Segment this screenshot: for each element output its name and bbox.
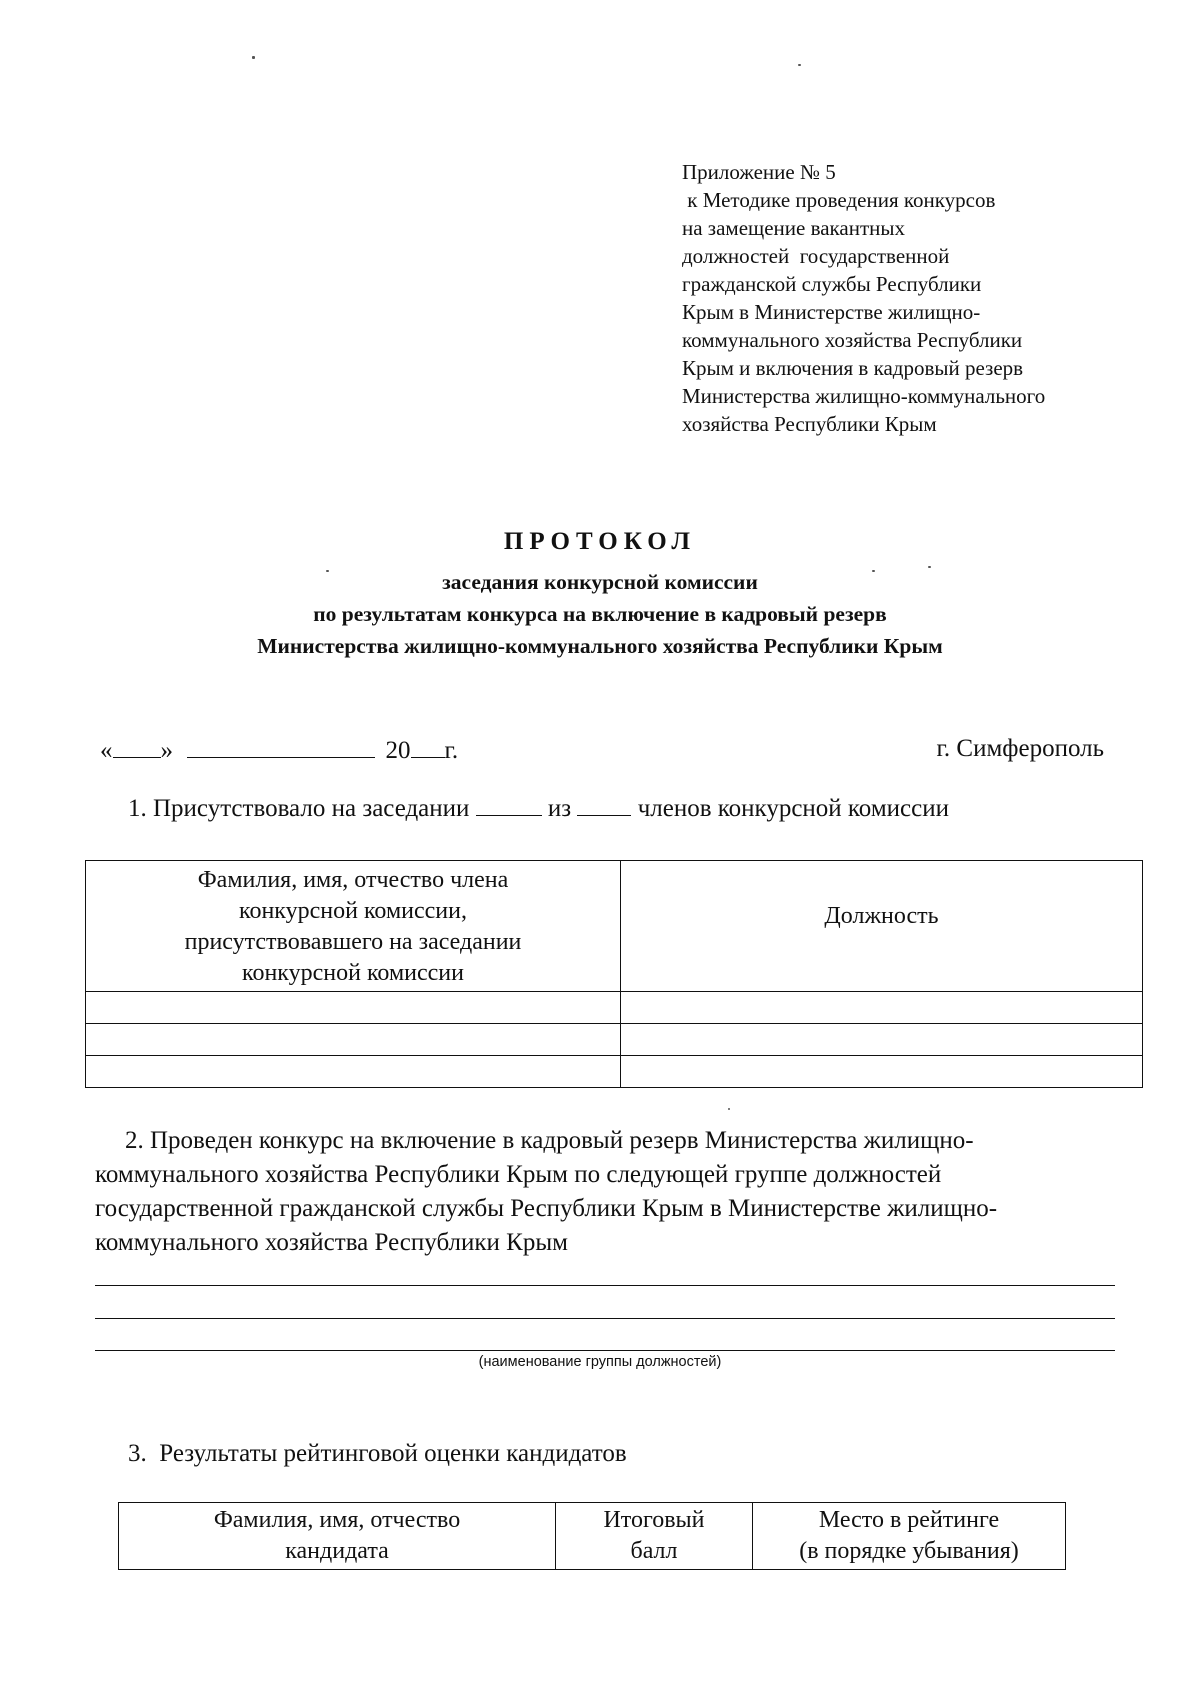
title-line: по результатам конкурса на включение в кадровый резерв <box>313 602 887 626</box>
title-line: Министерства жилищно-коммунального хозяйства Республики Крым <box>257 634 943 658</box>
header-line: Итоговый <box>603 1507 705 1533</box>
scan-speck <box>252 56 255 59</box>
section-2-line: государственной гражданской службы Республики Крым в Министерстве жилищно- <box>95 1195 998 1222</box>
position-header: Должность <box>621 861 1143 992</box>
table-header-row <box>119 1503 1066 1570</box>
appendix-line: на замещение вакантных <box>682 216 906 240</box>
fill-line[interactable] <box>95 1350 1115 1351</box>
section-2-line: коммунального хозяйства Республики Крым по следующей группе должностей <box>95 1161 942 1188</box>
rating-table <box>118 1502 1066 1570</box>
table-cell[interactable] <box>621 1024 1143 1056</box>
header-line: Фамилия, имя, отчество <box>213 1507 461 1533</box>
header-line: Место в рейтинге <box>818 1507 1000 1533</box>
section-1-text-a: 1. Присутствовало на заседании <box>128 795 470 822</box>
members-table <box>85 860 1143 1088</box>
city-label: г. Симферополь <box>936 735 1104 762</box>
section-2-text <box>95 1124 1145 1260</box>
fill-line[interactable] <box>95 1285 1115 1286</box>
appendix-line: Крым и включения в кадровый резерв <box>682 356 1024 380</box>
header-line: Фамилия, имя, отчество члена <box>197 867 509 893</box>
scan-speck <box>728 1108 730 1110</box>
day-blank <box>113 735 161 758</box>
appendix-line: к Методике проведения конкурсов <box>682 188 996 212</box>
total-count-blank <box>577 793 631 816</box>
appendix-line: Приложение № 5 <box>682 160 836 184</box>
table-header-row <box>86 861 1143 992</box>
document-title: ПРОТОКОЛ <box>503 528 697 555</box>
table-row <box>86 1056 1143 1088</box>
date-field <box>100 735 458 765</box>
section-1-text <box>128 793 949 823</box>
section-2-line: коммунального хозяйства Республики Крым <box>95 1229 568 1256</box>
table-row <box>86 1024 1143 1056</box>
table-cell[interactable] <box>86 1056 621 1088</box>
appendix-block <box>682 158 1122 438</box>
section-1-text-c: членов конкурсной комиссии <box>637 795 949 822</box>
member-name-header <box>86 861 621 992</box>
year-blank <box>411 735 445 758</box>
table-cell[interactable] <box>621 1056 1143 1088</box>
scan-speck <box>798 64 801 66</box>
appendix-line: Министерства жилищно-коммунального <box>682 384 1046 408</box>
appendix-line: должностей государственной <box>682 244 950 268</box>
final-score-header <box>556 1503 753 1570</box>
fill-line[interactable] <box>95 1318 1115 1319</box>
year-prefix: 20 <box>385 737 411 764</box>
month-blank <box>187 735 375 758</box>
appendix-line: хозяйства Республики Крым <box>682 412 937 436</box>
appendix-line: Крым в Министерстве жилищно- <box>682 300 981 324</box>
table-cell[interactable] <box>621 992 1143 1024</box>
header-line: конкурсной комиссии <box>242 960 464 986</box>
section-3-heading: 3. Результаты рейтинговой оценки кандидатов <box>128 1440 627 1467</box>
header-line: присутствовавшего на заседании <box>184 929 522 955</box>
rating-place-header <box>753 1503 1066 1570</box>
table-cell[interactable] <box>86 1024 621 1056</box>
appendix-line: гражданской службы Республики <box>682 272 982 296</box>
appendix-line: коммунального хозяйства Республики <box>682 328 1023 352</box>
open-quote: « <box>100 737 113 764</box>
table-cell[interactable] <box>86 992 621 1024</box>
table-row <box>86 992 1143 1024</box>
close-quote: » <box>160 737 173 764</box>
header-line: (в порядке убывания) <box>799 1538 1019 1564</box>
header-line: балл <box>630 1538 678 1564</box>
header-line: кандидата <box>285 1538 389 1564</box>
position-group-caption: (наименование группы должностей) <box>478 1354 722 1370</box>
candidate-name-header <box>119 1503 556 1570</box>
section-2-line: 2. Проведен конкурс на включение в кадровый резерв Министерства жилищно- <box>125 1127 974 1154</box>
present-count-blank <box>476 793 542 816</box>
section-1-text-b: из <box>547 795 572 822</box>
header-line: конкурсной комиссии, <box>239 898 467 924</box>
title-line: заседания конкурсной комиссии <box>442 570 758 594</box>
year-suffix: г. <box>444 737 459 764</box>
